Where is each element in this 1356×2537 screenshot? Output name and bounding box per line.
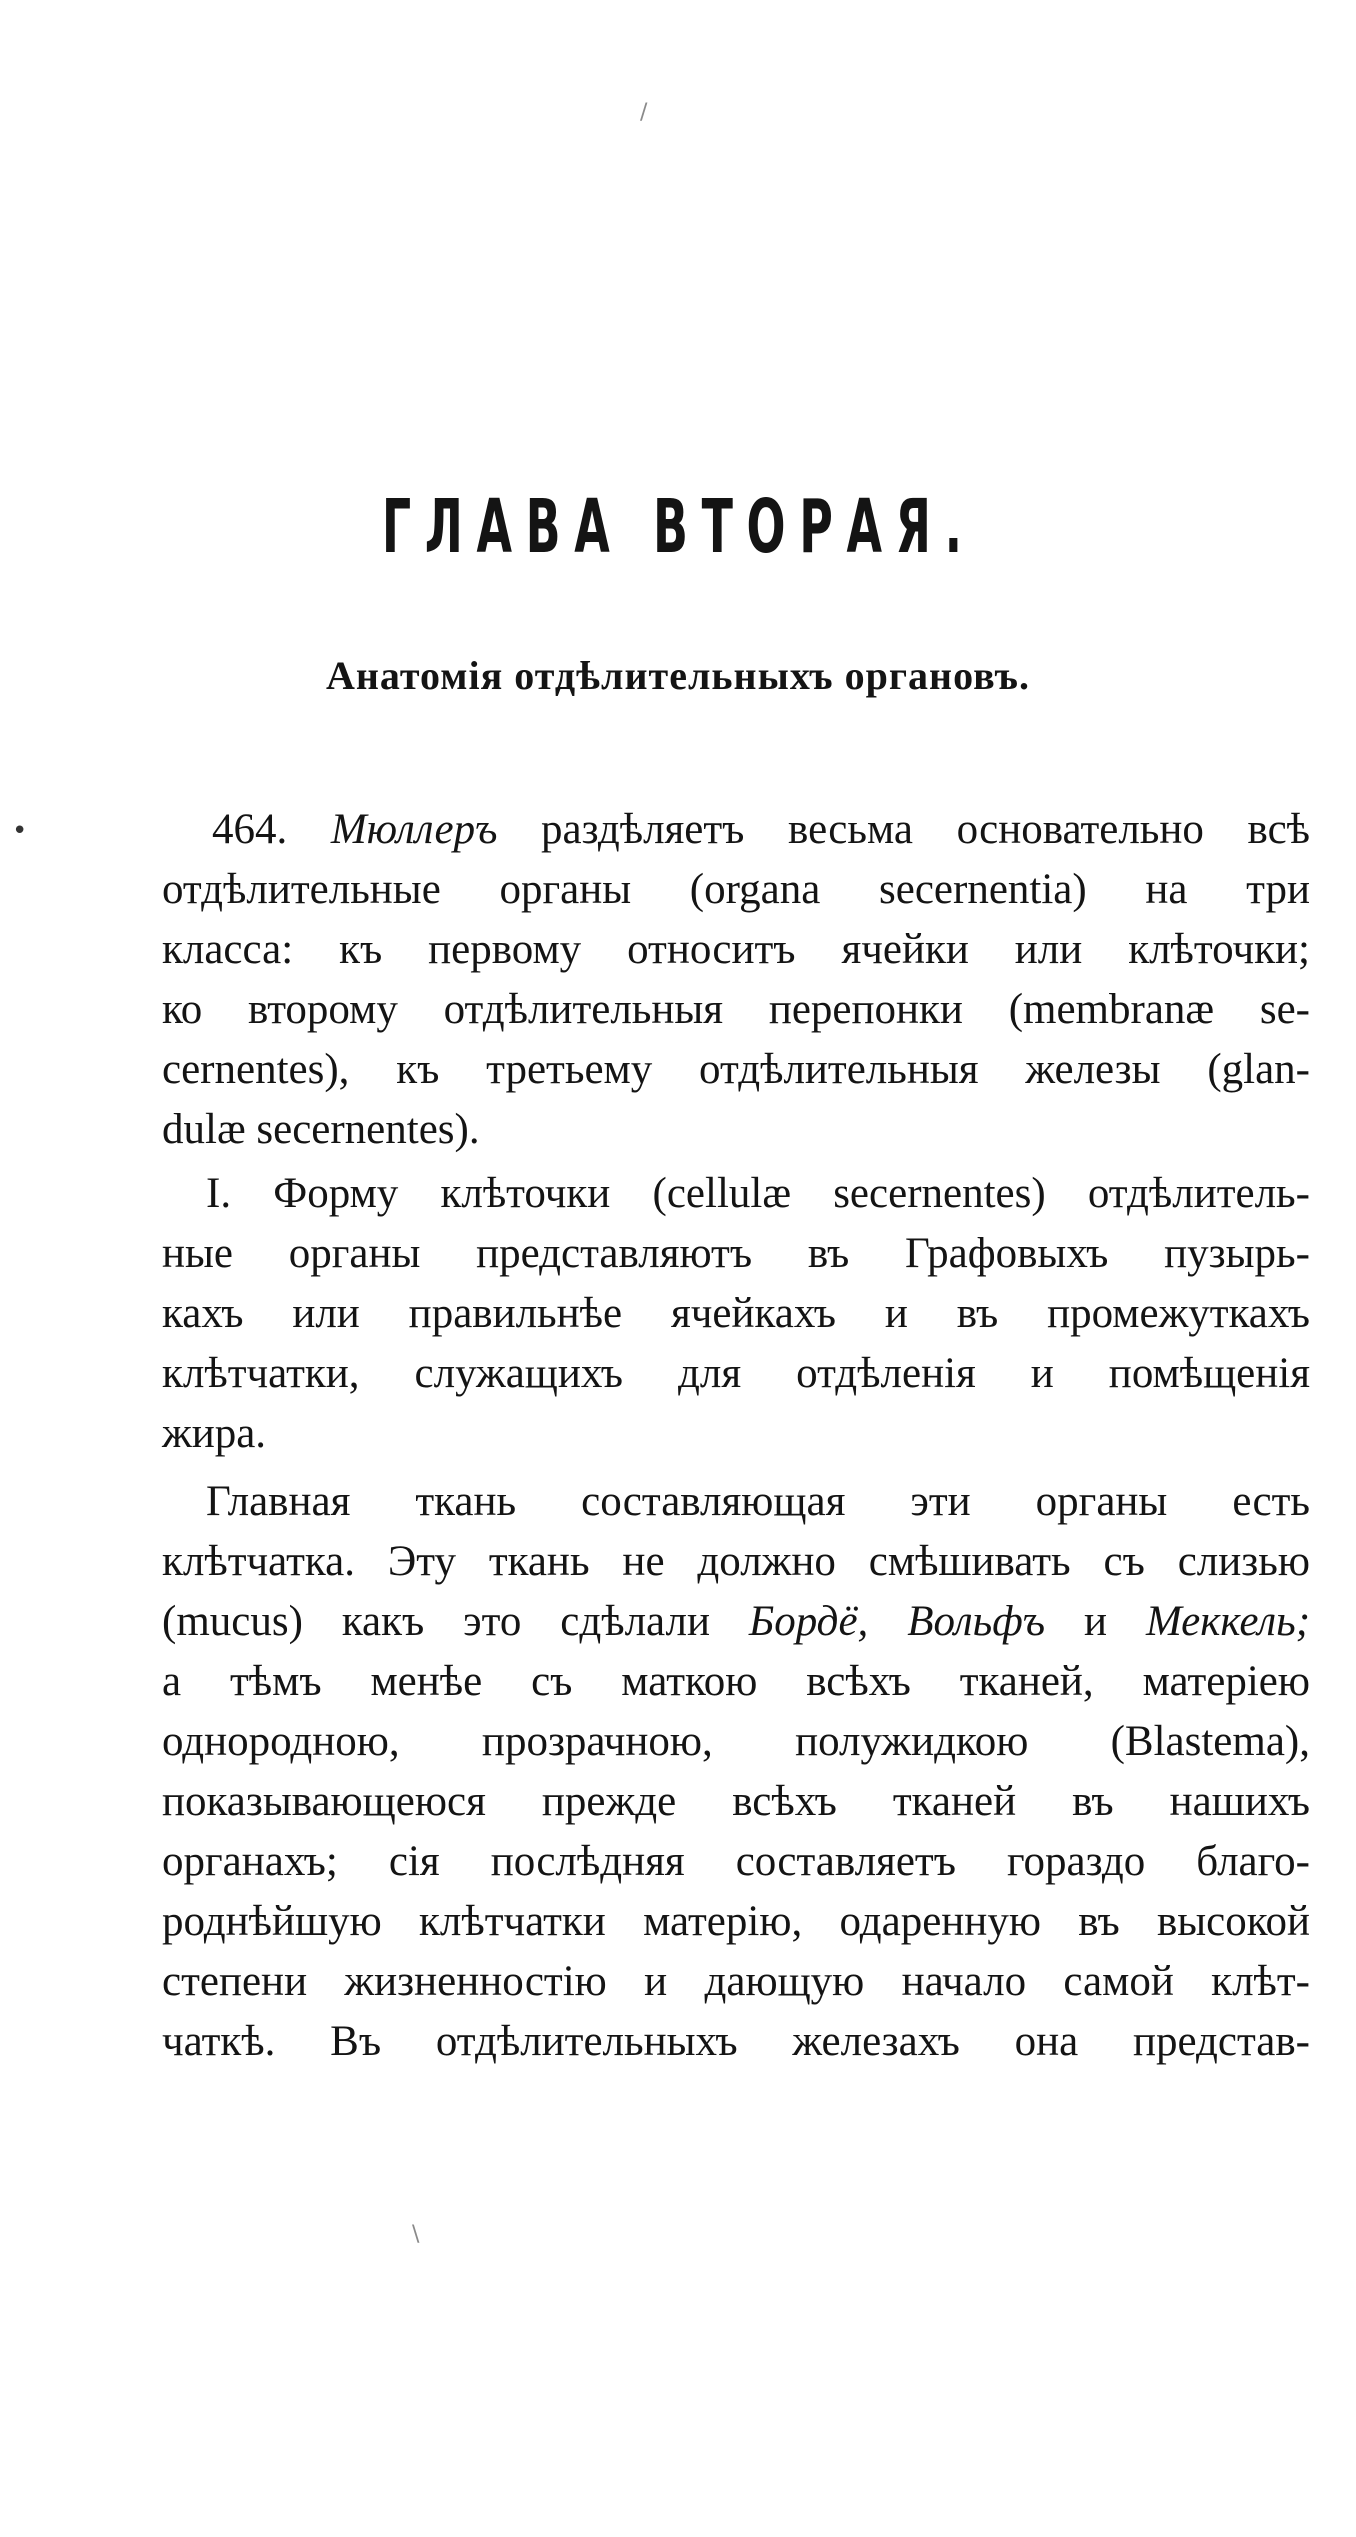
section-title: Анатомія отдѣлительныхъ органовъ.	[325, 653, 1031, 698]
text-line: dulæ secernentes).	[162, 1106, 480, 1153]
text-line: роднѣйшую клѣтчатки матерію, одаренную въ высокой	[162, 1898, 1310, 1945]
paragraph-number: 464.	[212, 806, 288, 853]
text-line: а тѣмъ менѣе съ маткою всѣхъ тканей, матеріею	[162, 1658, 1310, 1705]
text-line: отдѣлительные органы (organa secernentia) на три	[162, 866, 1310, 913]
line-text: (mucus) какъ это сдѣлали	[162, 1598, 710, 1645]
author-name: Мюллеръ	[330, 806, 498, 853]
text-line: органахъ; сія послѣдняя составляетъ гораздо благо-	[162, 1838, 1310, 1885]
text-line: степени жизненностію и дающую начало самой клѣт-	[162, 1958, 1310, 2005]
text-line: клѣтчатка. Эту ткань не должно смѣшивать съ слизью	[162, 1538, 1310, 1585]
text-line: Главная ткань составляющая эти органы есть	[206, 1478, 1310, 1525]
text-line: показывающеюся прежде всѣхъ тканей въ нашихъ	[162, 1778, 1310, 1825]
text-line: жира.	[162, 1410, 267, 1457]
body-text	[162, 800, 1310, 2072]
text-line	[162, 800, 1310, 860]
text-line: чаткѣ. Въ отдѣлительныхъ железахъ она представ-	[162, 2018, 1310, 2065]
margin-dot: •	[12, 816, 28, 846]
chapter-title: ГЛАВА ВТОРАЯ.	[381, 484, 976, 570]
text-line	[162, 1592, 1310, 1652]
text-line: однородною, прозрачною, полужидкою (Blastema),	[162, 1718, 1310, 1765]
text-line: ко второму отдѣлительныя перепонки (membranæ se-	[162, 986, 1310, 1033]
page-speck: \	[412, 2222, 420, 2247]
author-name: Вольфъ	[907, 1598, 1046, 1645]
text-line: клѣтчатки, служащихъ для отдѣленія и помѣщенія	[162, 1350, 1310, 1397]
author-name: Бордё,	[748, 1598, 869, 1645]
line-text: и	[1084, 1598, 1108, 1645]
text-line: cernentes), къ третьему отдѣлительныя железы (glan-	[162, 1046, 1310, 1093]
text-line: ные органы представляютъ въ Графовыхъ пузырь-	[162, 1230, 1310, 1277]
author-name: Меккель;	[1145, 1598, 1311, 1645]
text-line: I. Форму клѣточки (cellulæ secernentes) отдѣлитель-	[206, 1170, 1310, 1217]
page-speck: /	[640, 100, 648, 125]
text-line: кахъ или правильнѣе ячейкахъ и въ промежуткахъ	[162, 1290, 1310, 1337]
text-line: класса: къ первому относитъ ячейки или клѣточки;	[162, 926, 1310, 973]
line-text: раздѣляетъ весьма основательно всѣ	[541, 806, 1311, 853]
